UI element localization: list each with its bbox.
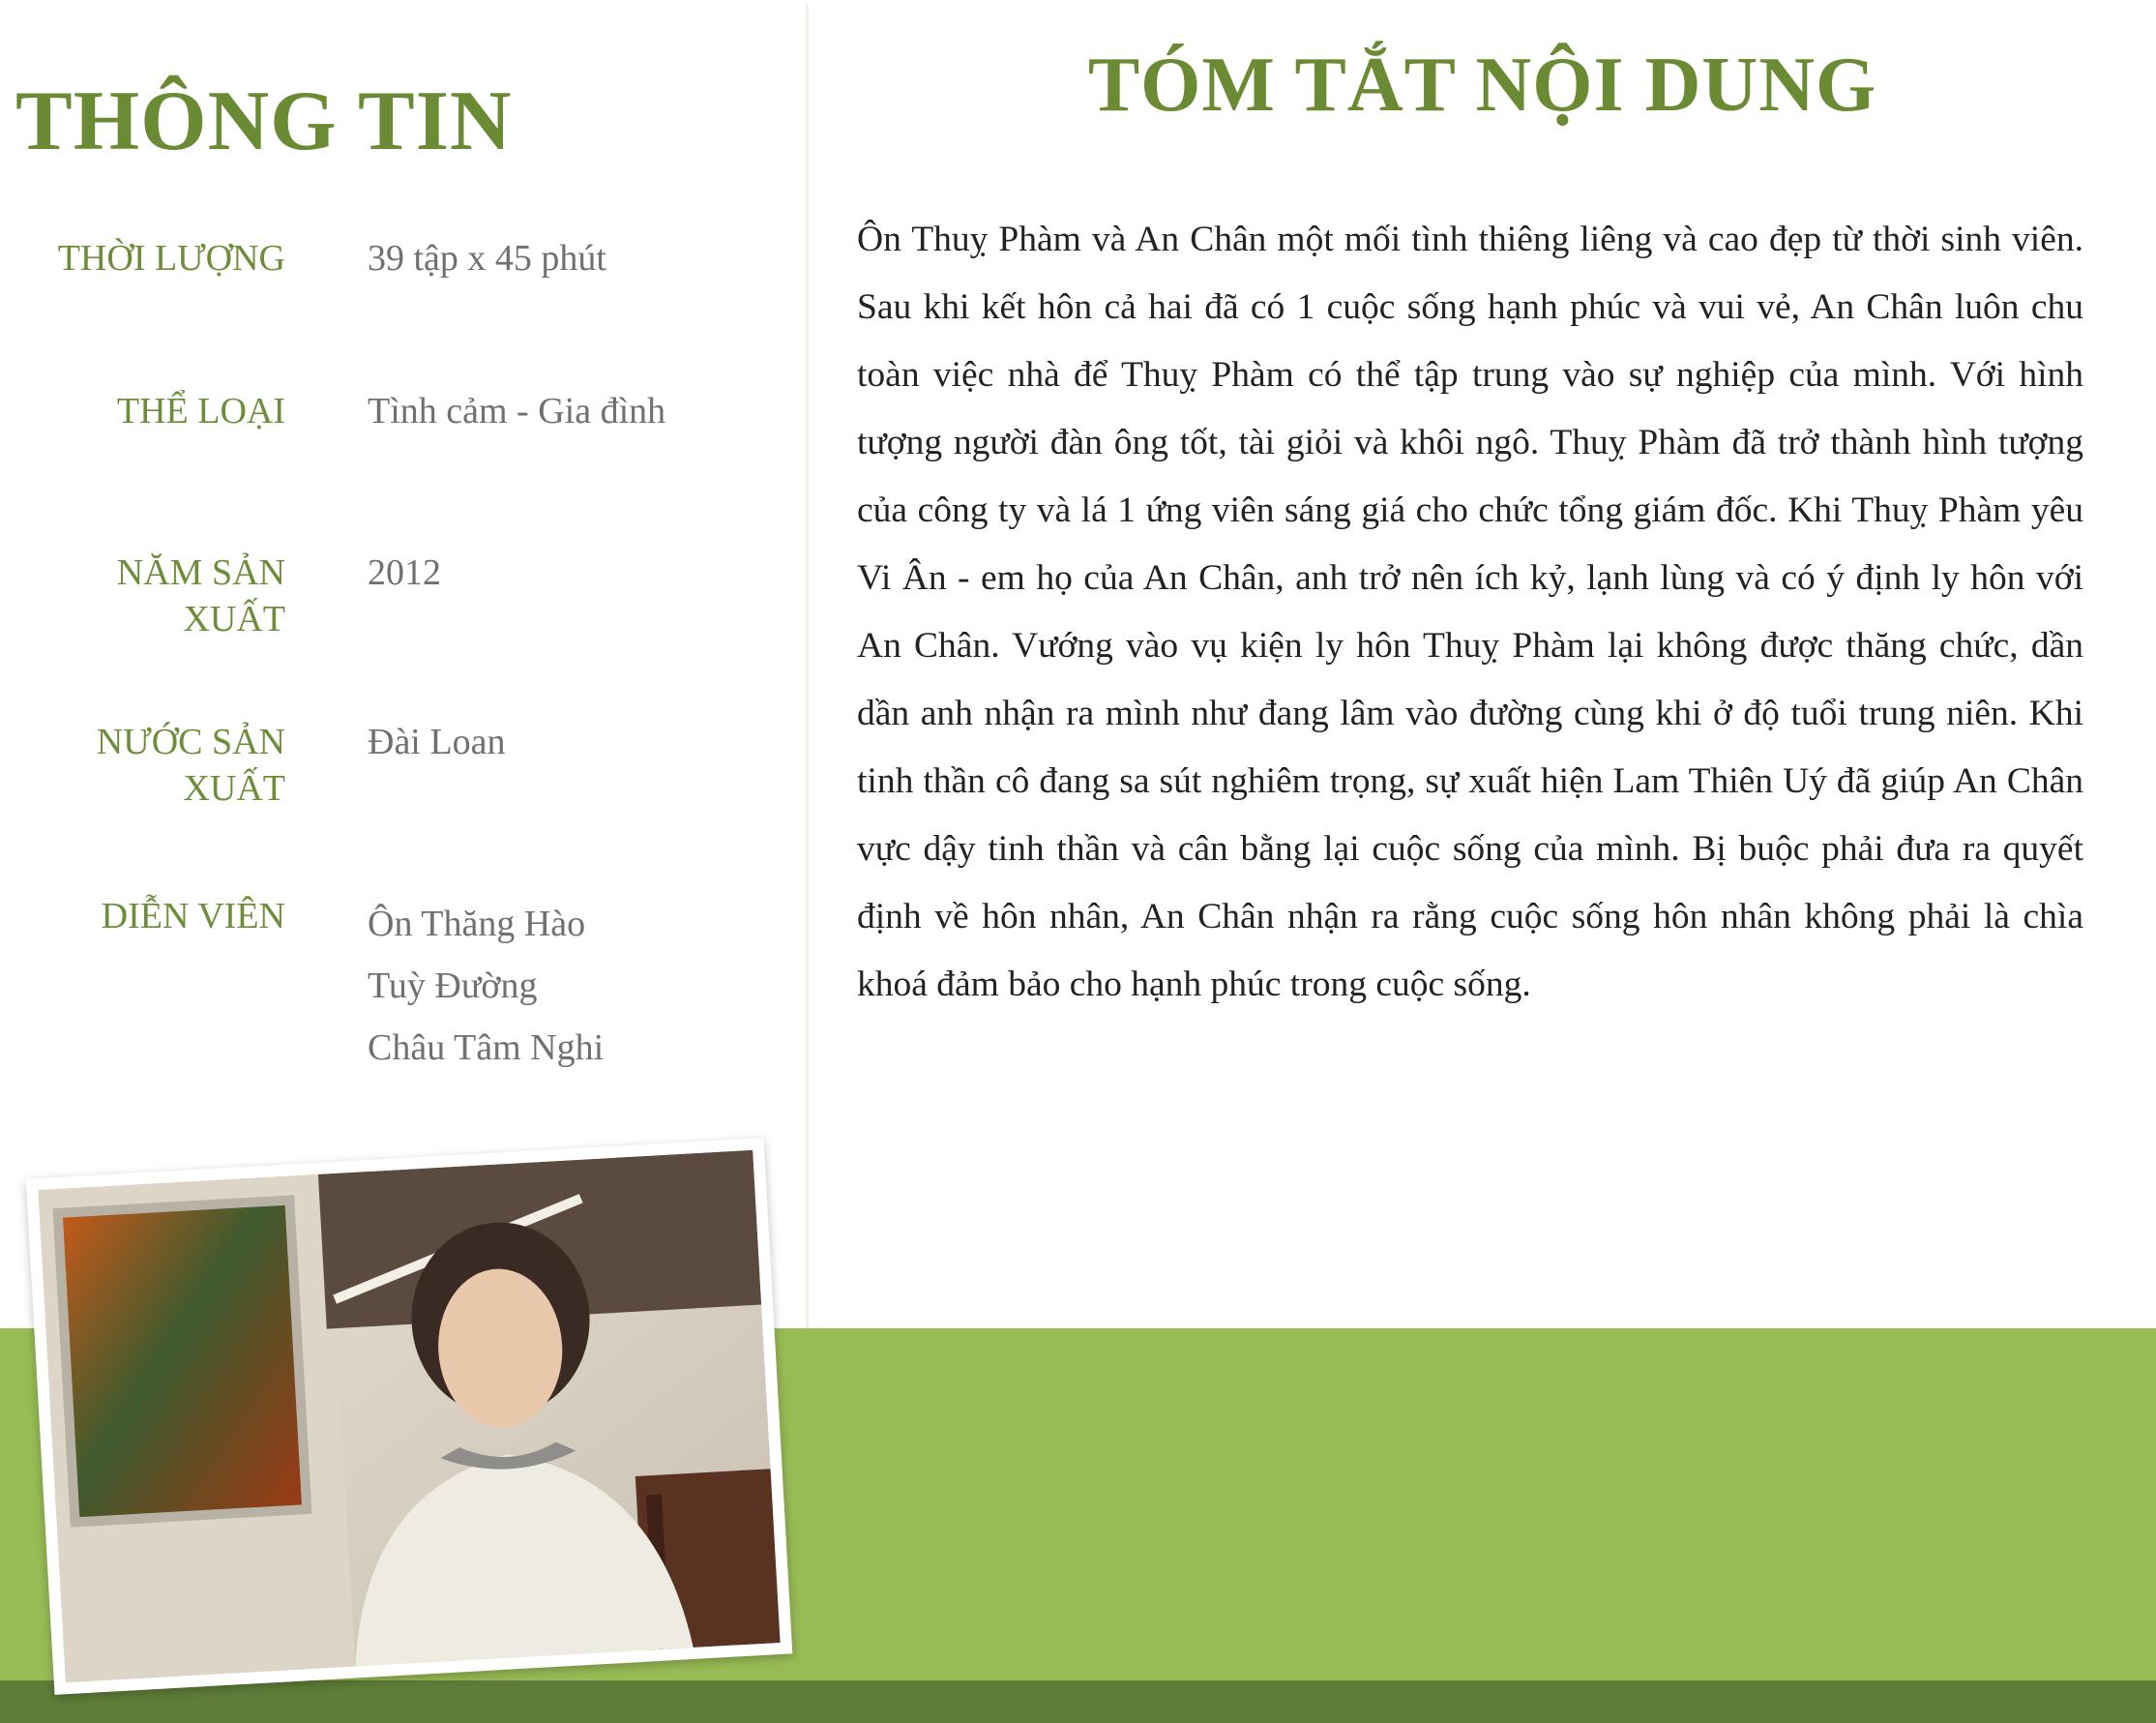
photo-image (38, 1150, 780, 1683)
cast-name: Ôn Thăng Hào (368, 904, 586, 944)
country-label: NƯỚC SẢN XUẤT (96, 722, 285, 809)
cast-list (368, 885, 793, 1087)
column-divider (806, 4, 809, 1328)
genre-value: Tình cảm - Gia đình (368, 391, 666, 431)
info-title: THÔNG TIN (15, 74, 513, 168)
summary-text: Ôn Thuỵ Phàm và An Chân một mối tình thiêng liêng và cao đẹp từ thời sinh viên. Sau khi kết hôn cả hai đã có 1 cuộc sống hạnh phúc và vui vẻ, An Chân luôn chu toàn việc nhà để Thuỵ Phàm có thể tập trung vào sự nghiệp của mình. Với hình tượng người đàn ông tốt, tài giỏi và khôi ngô. Thuỵ Phàm đã trở thành hình tượng của công ty và lá 1 ứng viên sáng giá cho chức tổng giám đốc. Khi Thuỵ Phàm yêu Vi Ân - em họ của An Chân, anh trở nên ích kỷ, lạnh lùng và có ý định ly hôn với An Chân. Vướng vào vụ kiện ly hôn Thuỵ Phàm lại không được thăng chức, dần dần anh nhận ra mình như đang lâm vào đường cùng khi ở độ tuổi trung niên. Khi tinh thần cô đang sa sút nghiêm trọng, sự xuất hiện Lam Thiên Uý đã giúp An Chân vực dậy tinh thần và cân bằng lại cuộc sống của mình. Bị buộc phải đưa ra quyết định về hôn nhân, An Chân nhận ra rằng cuộc sống hôn nhân không phải là chìa khoá đảm bảo cho hạnh phúc trong cuộc sống. (857, 220, 2083, 1004)
genre-label: THỂ LOẠI (116, 391, 285, 431)
cast-photo (26, 1138, 793, 1695)
duration-value: 39 tập x 45 phút (368, 238, 606, 279)
summary-title: TÓM TẮT NỘI DUNG (1087, 43, 1877, 128)
country-value: Đài Loan (368, 722, 506, 762)
duration-label: THỜI LƯỢNG (57, 238, 285, 279)
cast-name: Tuỳ Đường (368, 965, 538, 1006)
year-label: NĂM SẢN XUẤT (116, 552, 285, 639)
cast-label: DIỄN VIÊN (101, 896, 285, 936)
bottom-dark-bar (0, 1680, 2156, 1723)
year-value: 2012 (368, 552, 441, 593)
cast-name: Châu Tâm Nghi (368, 1027, 605, 1068)
